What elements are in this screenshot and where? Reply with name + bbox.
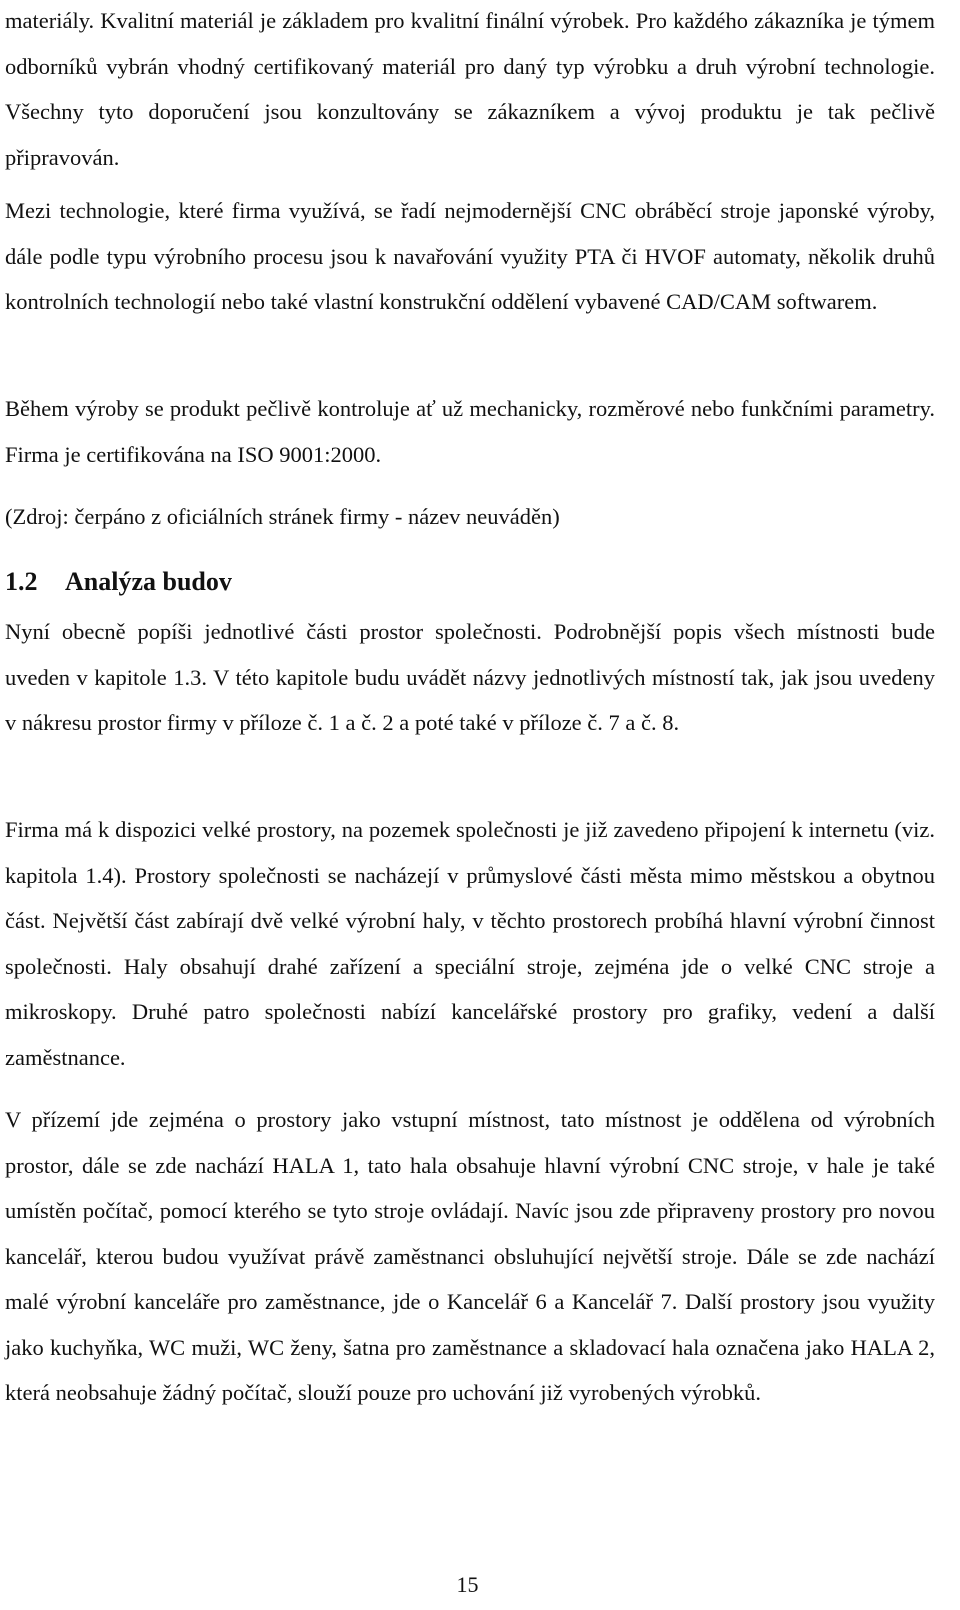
paragraph-quality-control: Během výroby se produkt pečlivě kontroluje ať už mechanicky, rozměrové nebo funkčními parametry. Firma je certifikována na ISO 9001:2000. [5, 396, 935, 467]
paragraph-technologies: Mezi technologie, které firma využívá, se řadí nejmodernější CNC obráběcí stroje japonské výroby, dále podle typu výrobního procesu jsou k navařování využity PTA či HVOF automaty, několik druhů kontrolních technologií nebo také vlastní konstrukční oddělení vybavené CAD/CAM softwarem. [5, 198, 935, 314]
paragraph-ground-floor: V přízemí jde zejména o prostory jako vstupní místnost, tato místnost je oddělena od výrobních prostor, dále se zde nachází HALA 1, tato hala obsahuje hlavní výrobní CNC stroje, v hale je také umístěn počítač, pomocí kterého se tyto stroje ovládají. Navíc jsou zde připraveny prostory pro novou kancelář, kterou budou využívat právě zaměstnanci obsluhující největší stroje. Dále se zde nachází malé výrobní kanceláře pro zaměstnance, jde o Kancelář 6 a Kancelář 7. Další prostory jsou využity jako kuchyňka, WC muži, WC ženy, šatna pro zaměstnance a skladovací hala označena jako HALA 2, která neobsahuje žádný počítač, slouží pouze pro uchování již vyrobených výrobků. [5, 1107, 935, 1405]
section-title: Analýza budov [65, 567, 232, 596]
section-number: 1.2 [5, 567, 38, 596]
section-heading [5, 560, 232, 604]
paragraph-intro: Nyní obecně popíši jednotlivé části prostor společnosti. Podrobnější popis všech místnosti bude uveden v kapitole 1.3. V této kapitole budu uvádět názvy jednotlivých místností tak, jak jsou uvedeny v nákresu prostor firmy v příloze č. 1 a č. 2 a poté také v příloze č. 7 a č. 8. [5, 619, 935, 735]
page-number: 15 [456, 1572, 479, 1597]
paragraph-premises: Firma má k dispozici velké prostory, na pozemek společnosti je již zavedeno připojení k internetu (viz. kapitola 1.4). Prostory společnosti se nacházejí v průmyslové části města mimo městskou a obytnou část. Největší část zabírají dvě velké výrobní haly, v těchto prostorech probíhá hlavní výrobní činnost společnosti. Haly obsahují drahé zařízení a speciální stroje, zejména jde o velké CNC stroje a mikroskopy. Druhé patro společnosti nabízí kancelářské prostory pro grafiky, vedení a další zaměstnance. [5, 817, 935, 1070]
paragraph-source: (Zdroj: čerpáno z oficiálních stránek firmy - název neuváděn) [5, 504, 560, 529]
paragraph-materials: materiály. Kvalitní materiál je základem pro kvalitní finální výrobek. Pro každého zákazníka je týmem odborníků vybrán vhodný certifikovaný materiál pro daný typ výrobku a druh výrobní technologie. Všechny tyto doporučení jsou konzultovány se zákazníkem a vývoj produktu je tak pečlivě připravován. [5, 8, 935, 170]
